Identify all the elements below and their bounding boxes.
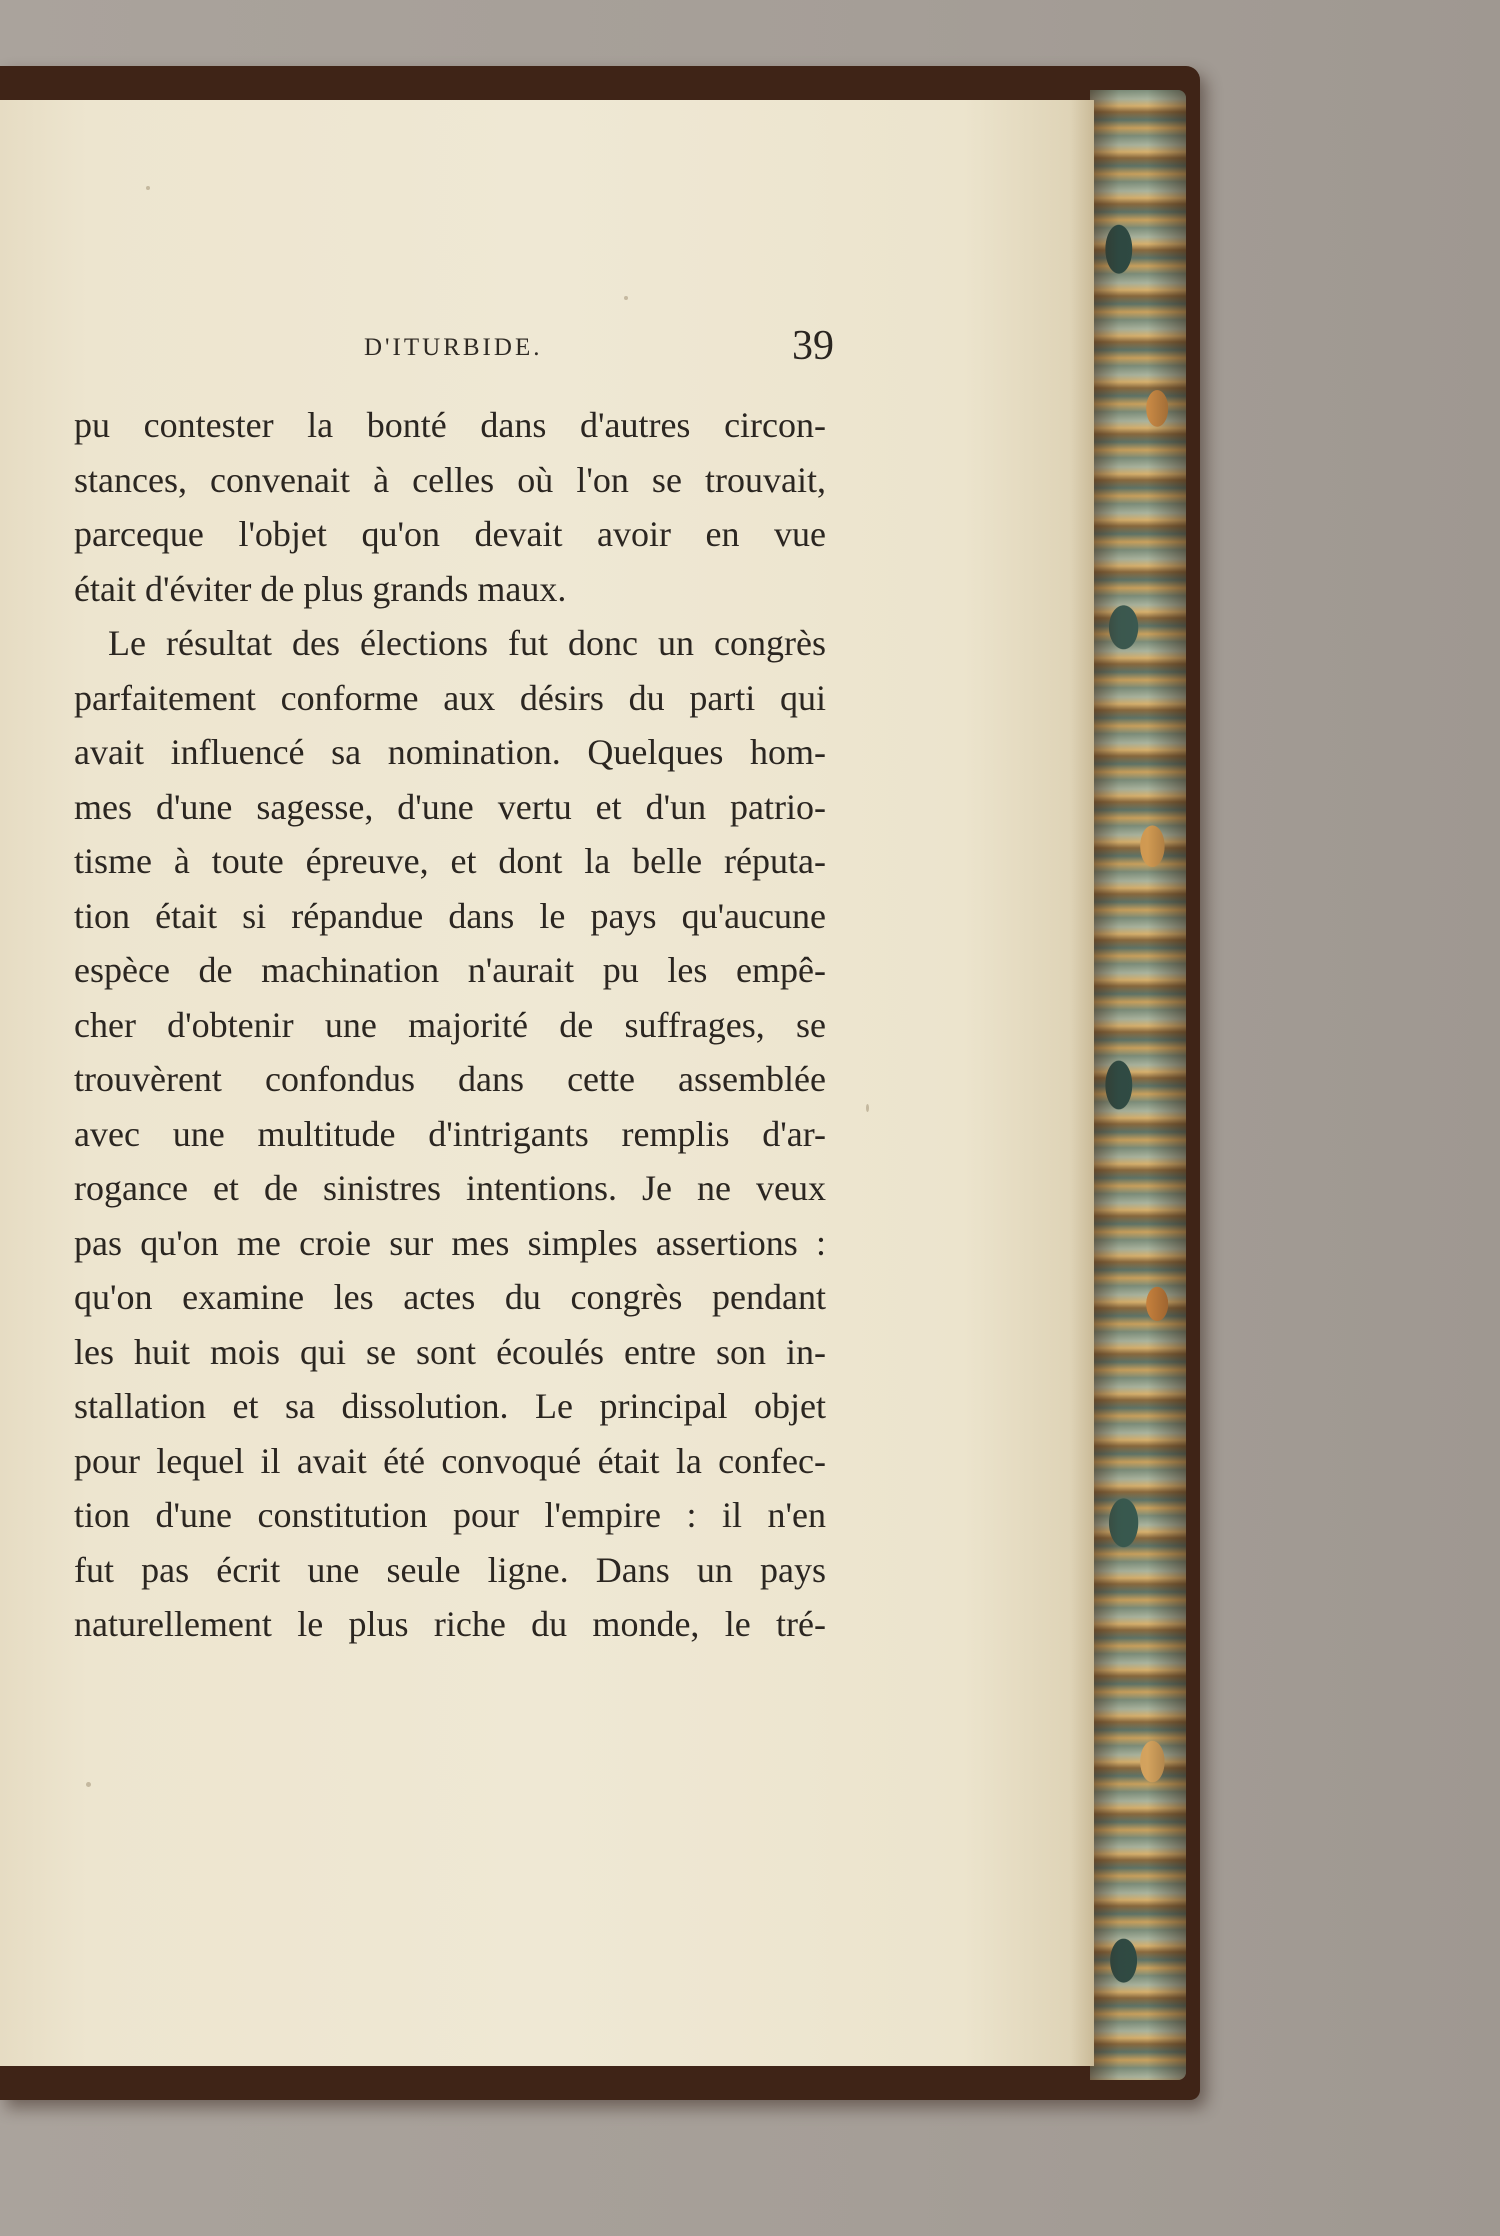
text-line: qu'on examine les actes du congrès pendant — [74, 1277, 826, 1317]
page-speck — [866, 1104, 869, 1112]
text-line: mes d'une sagesse, d'une vertu et d'un patrio- — [74, 786, 826, 827]
body-text — [74, 398, 826, 1658]
text-line: avec une multitude d'intrigants remplis d'ar- — [74, 1113, 826, 1154]
text-line: parfaitement conforme aux désirs du parti qui — [74, 677, 826, 718]
text-line: trouvèrent confondus dans cette assemblée — [74, 1059, 826, 1099]
running-head — [74, 322, 834, 382]
text-line: rogance et de sinistres intentions. Je ne veux — [74, 1168, 826, 1208]
fore-edge-shading — [1090, 90, 1186, 2080]
running-title: D'ITURBIDE. — [364, 334, 543, 361]
page-edge-shadow — [1070, 100, 1094, 2066]
text-line: tisme à toute épreuve, et dont la belle réputa- — [74, 841, 826, 881]
text-line: naturellement le plus riche du monde, le tré- — [74, 1604, 826, 1644]
text-line: stallation et sa dissolution. Le principal objet — [74, 1386, 826, 1426]
page-speck — [146, 186, 150, 190]
text-line: avait influencé sa nomination. Quelques hom- — [74, 732, 826, 772]
text-line: pu contester la bonté dans d'autres circon- — [74, 405, 826, 445]
page-speck — [624, 296, 628, 300]
page-number: 39 — [792, 323, 834, 369]
text-line: parceque l'objet qu'on devait avoir en vue — [74, 514, 826, 554]
text-line: fut pas écrit une seule ligne. Dans un pays — [74, 1549, 826, 1590]
text-line: stances, convenait à celles où l'on se trouvait, — [74, 459, 826, 500]
text-line: pour lequel il avait été convoqué était la confec- — [74, 1440, 826, 1481]
text-line: les huit mois qui se sont écoulés entre son in- — [74, 1331, 826, 1372]
text-line: pas qu'on me croie sur mes simples assertions : — [74, 1222, 826, 1263]
text-line: cher d'obtenir une majorité de suffrages, se — [74, 1004, 826, 1045]
page-speck — [86, 1782, 91, 1787]
text-line: tion était si répandue dans le pays qu'aucune — [74, 895, 826, 936]
text-line: était d'éviter de plus grands maux. — [74, 568, 567, 609]
text-line: Le résultat des élections fut donc un congrès — [108, 623, 826, 663]
text-line: espèce de machination n'aurait pu les empê- — [74, 950, 826, 990]
text-line: tion d'une constitution pour l'empire : il n'en — [74, 1495, 826, 1535]
